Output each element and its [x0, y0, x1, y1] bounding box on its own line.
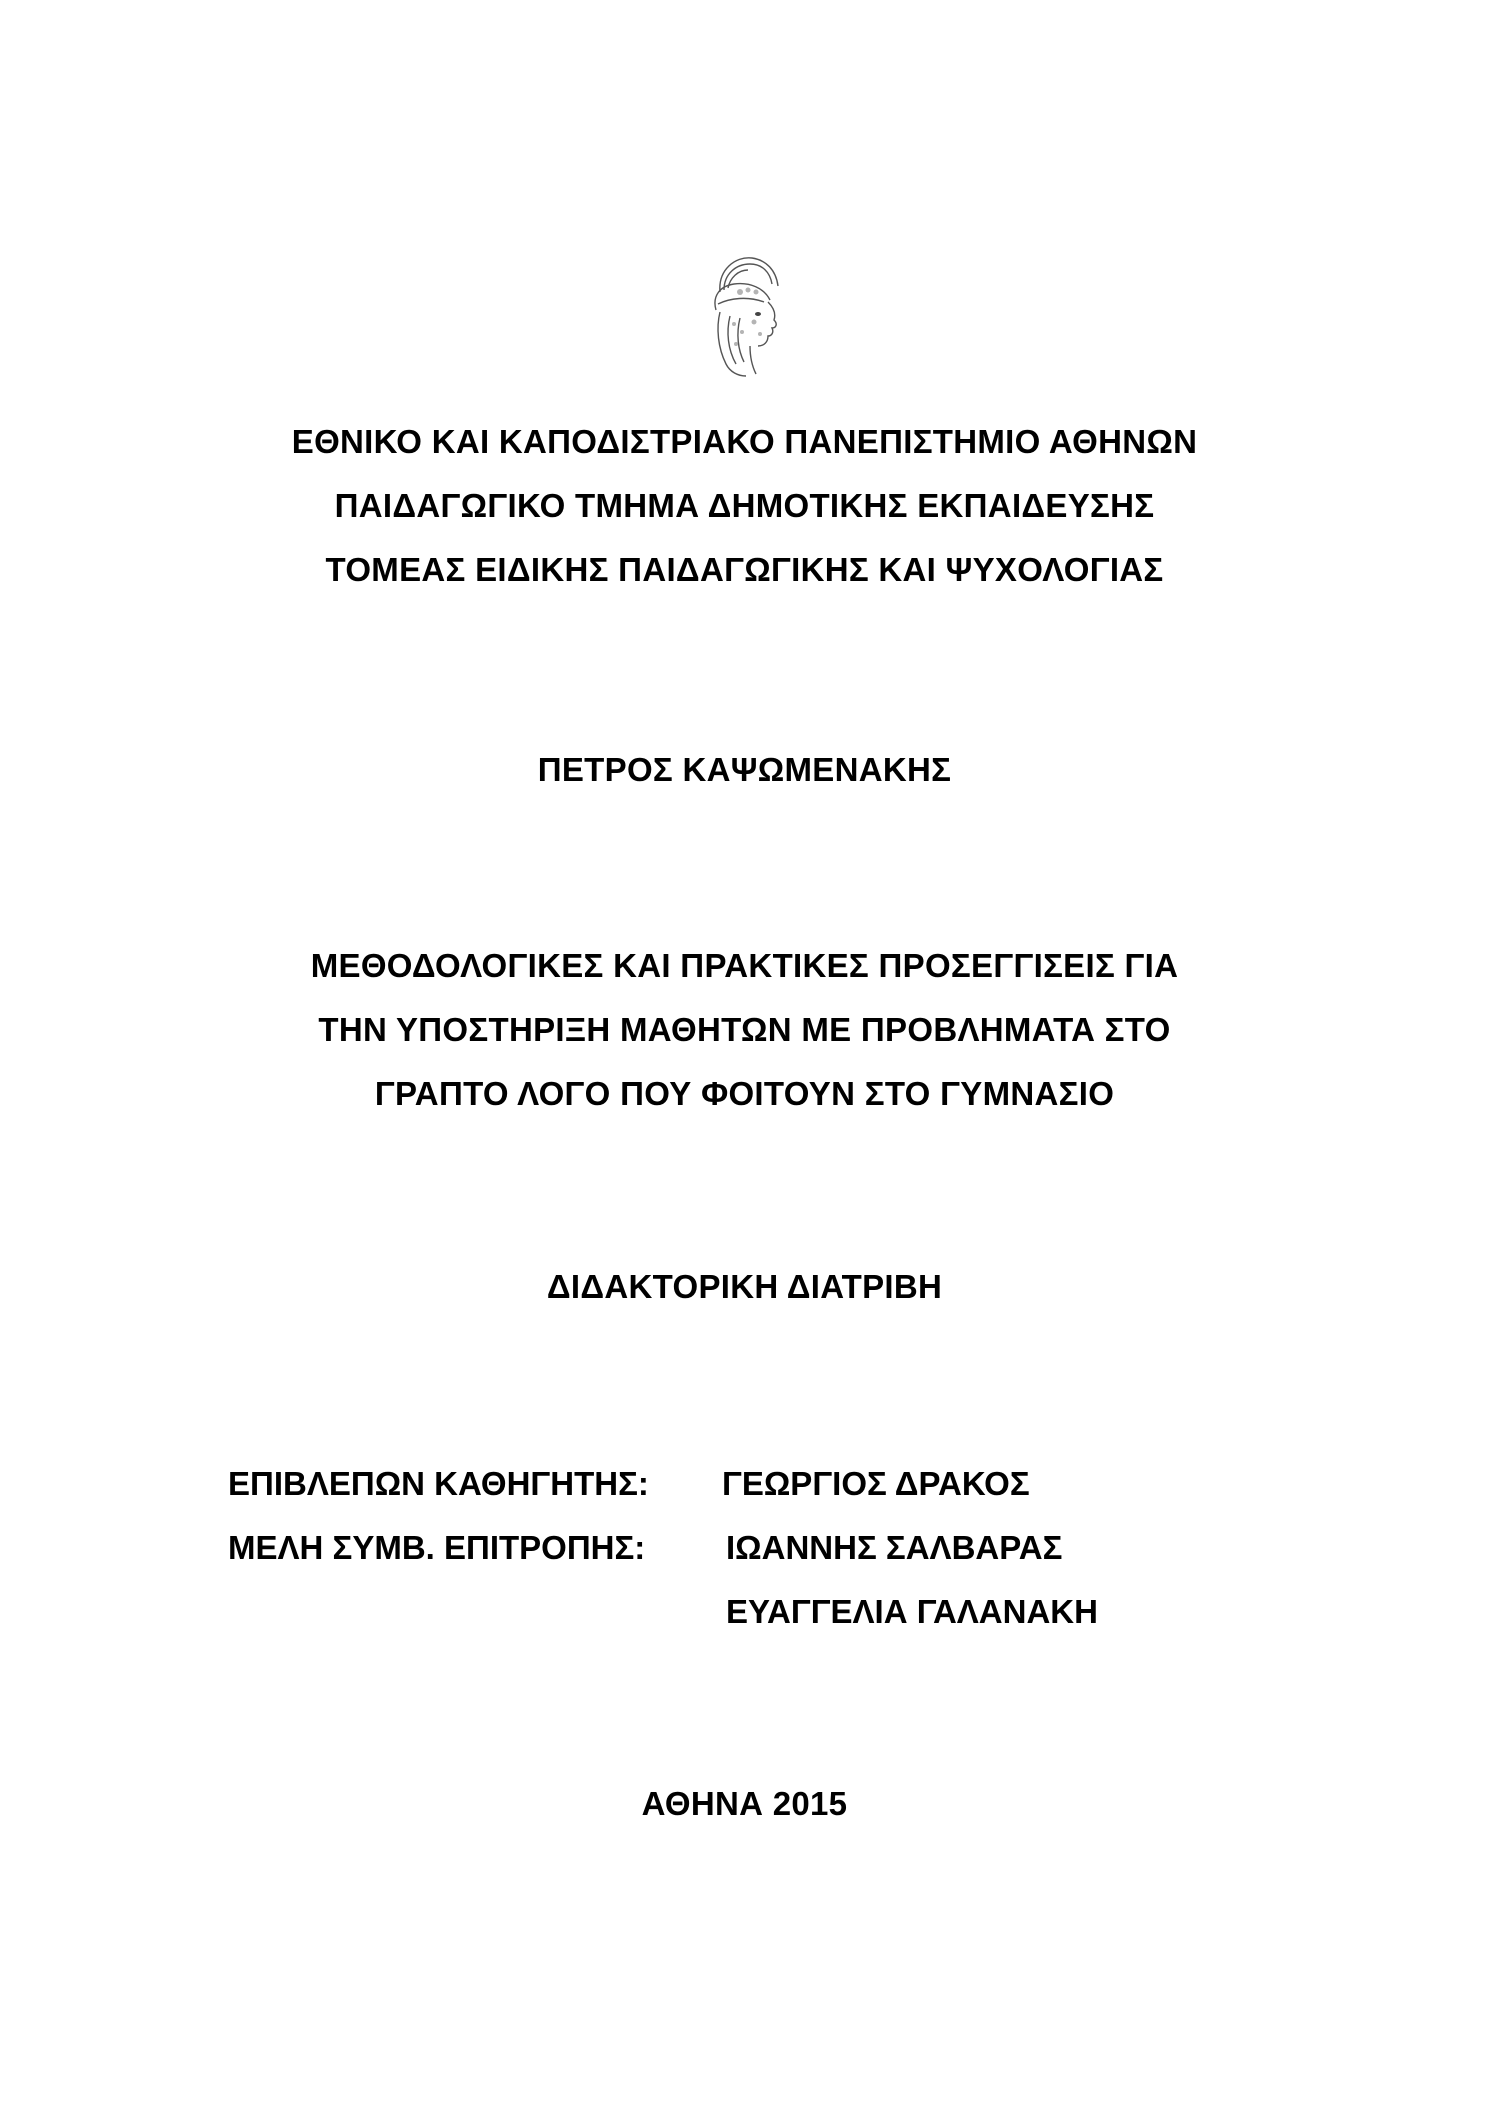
- thesis-type: ΔΙΔΑΚΤΟΡΙΚΗ ΔΙΑΤΡΙΒΗ: [546, 1268, 943, 1305]
- athena-emblem-icon: [690, 252, 800, 380]
- supervisor-label: ΕΠΙΒΛΕΠΩΝ ΚΑΘΗΓΗΤΗΣ:: [228, 1465, 649, 1502]
- place-year: ΑΘΗΝΑ 2015: [641, 1785, 848, 1822]
- members-label: ΜΕΛΗ ΣΥΜΒ. ΕΠΙΤΡΟΠΗΣ:: [228, 1529, 646, 1566]
- committee-member: ΕΥΑΓΓΕΛΙΑ ΓΑΛΑΝΑΚΗ: [726, 1593, 1098, 1630]
- author-name: ΠΕΤΡΟΣ ΚΑΨΩΜΕΝΑΚΗΣ: [537, 751, 952, 788]
- department-name: ΠΑΙΔΑΓΩΓΙΚΟ ΤΜΗΜΑ ΔΗΜΟΤΙΚΗΣ ΕΚΠΑΙΔΕΥΣΗΣ: [334, 487, 1155, 524]
- supervisor-name: ΓΕΩΡΓΙΟΣ ΔΡΑΚΟΣ: [722, 1465, 1030, 1502]
- committee-member: ΙΩΑΝΝΗΣ ΣΑΛΒΑΡΑΣ: [726, 1529, 1063, 1566]
- thesis-title-line-3: ΓΡΑΠΤΟ ΛΟΓΟ ΠΟΥ ΦΟΙΤΟΥΝ ΣΤΟ ΓΥΜΝΑΣΙΟ: [374, 1075, 1115, 1112]
- sector-name: ΤΟΜΕΑΣ ΕΙΔΙΚΗΣ ΠΑΙΔΑΓΩΓΙΚΗΣ ΚΑΙ ΨΥΧΟΛΟΓΙΑΣ: [325, 551, 1164, 588]
- thesis-title-line-2: ΤΗΝ ΥΠΟΣΤΗΡΙΞΗ ΜΑΘΗΤΩΝ ΜΕ ΠΡΟΒΛΗΜΑΤΑ ΣΤΟ: [318, 1011, 1171, 1048]
- university-name: ΕΘΝΙΚΟ ΚΑΙ ΚΑΠΟΔΙΣΤΡΙΑΚΟ ΠΑΝΕΠΙΣΤΗΜΙΟ ΑΘΗΝΩΝ: [291, 423, 1198, 460]
- thesis-title-line-1: ΜΕΘΟΔΟΛΟΓΙΚΕΣ ΚΑΙ ΠΡΑΚΤΙΚΕΣ ΠΡΟΣΕΓΓΙΣΕΙΣ ΓΙΑ: [310, 947, 1179, 984]
